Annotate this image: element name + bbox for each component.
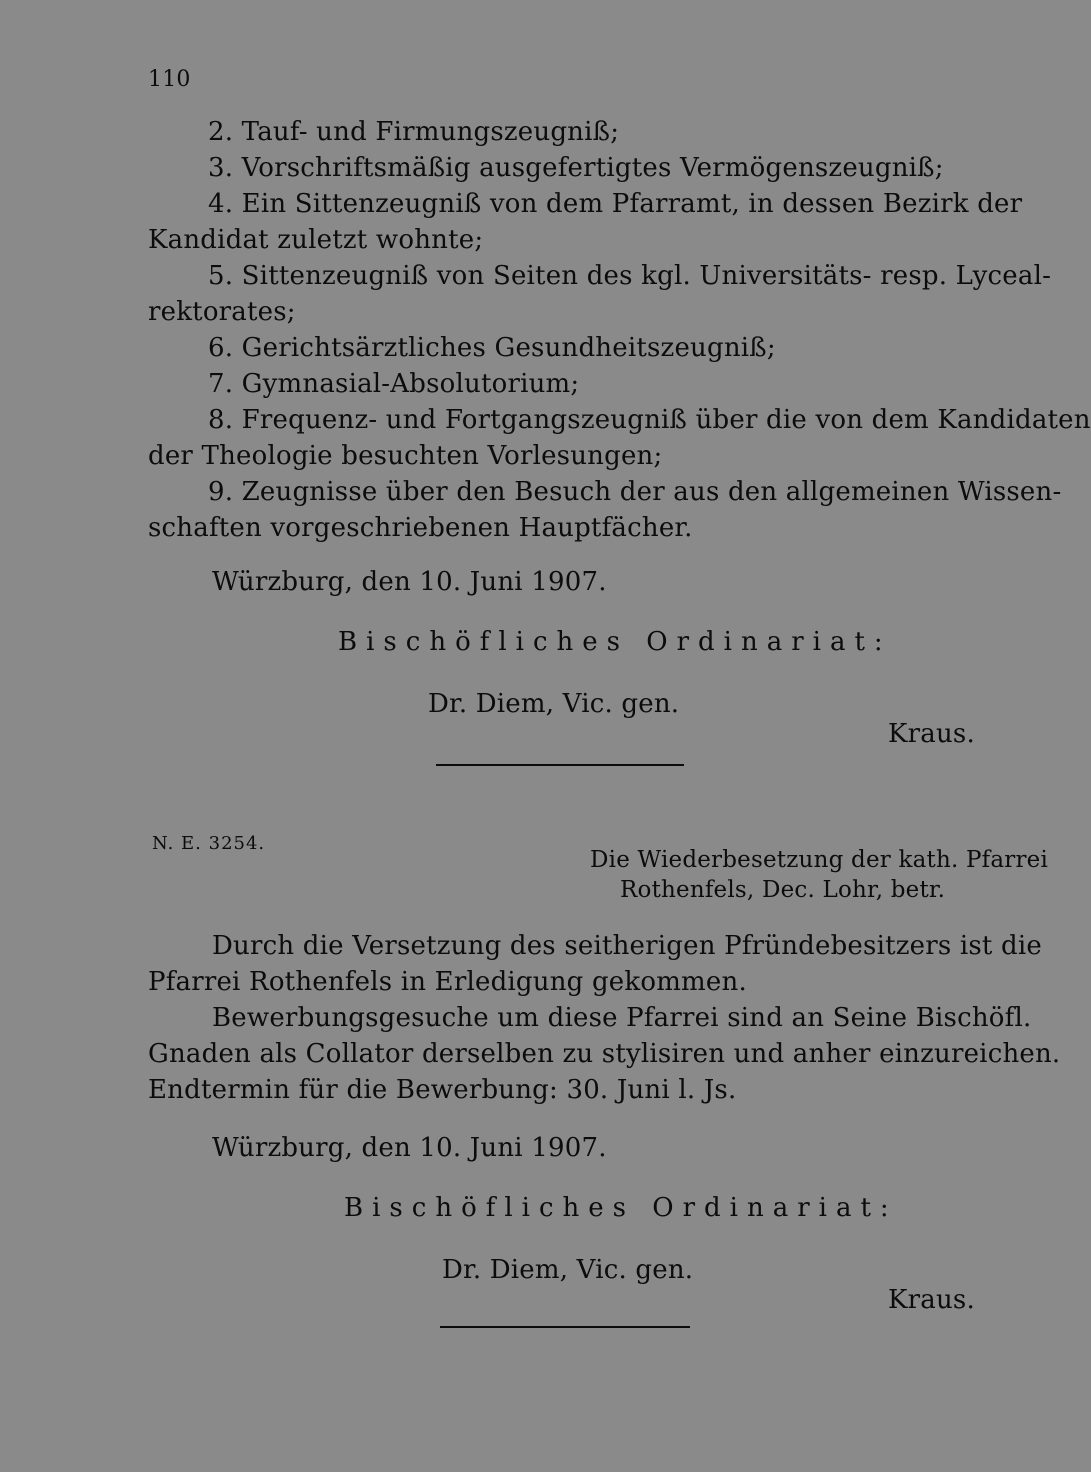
office-heading: Bischöfliches Ordinariat:: [338, 627, 892, 657]
section-divider: [436, 764, 684, 766]
list-item: 6. Gerichtsärztliches Gesundheitszeugniß;: [208, 333, 776, 363]
signatory: Dr. Diem, Vic. gen.: [442, 1255, 694, 1285]
subject-line: Rothenfels, Dec. Lohr, betr.: [620, 877, 946, 903]
list-item-continuation: der Theologie besuchten Vorlesungen;: [148, 441, 663, 471]
clerk-name: Kraus.: [888, 719, 975, 749]
list-item: 3. Vorschriftsmäßig ausgefertigtes Vermögenszeugniß;: [208, 153, 944, 183]
list-item: 7. Gymnasial-Absolutorium;: [208, 369, 580, 399]
list-item-continuation: rektorates;: [148, 297, 296, 327]
body-line: Pfarrei Rothenfels in Erledigung gekommen.: [148, 967, 747, 997]
body-line: Gnaden als Collator derselben zu stylisiren und anher einzureichen.: [148, 1039, 1061, 1069]
section-divider: [440, 1326, 690, 1328]
body-line: Bewerbungsgesuche um diese Pfarrei sind an Seine Bischöfl.: [212, 1003, 1032, 1033]
list-item: 9. Zeugnisse über den Besuch der aus den allgemeinen Wissen-: [208, 477, 1062, 507]
list-item: 5. Sittenzeugniß von Seiten des kgl. Universitäts- resp. Lyceal-: [208, 261, 1052, 291]
body-line: Durch die Versetzung des seitherigen Pfründebesitzers ist die: [212, 931, 1042, 961]
clerk-name: Kraus.: [888, 1285, 975, 1315]
signatory: Dr. Diem, Vic. gen.: [428, 689, 680, 719]
subject-line: Die Wiederbesetzung der kath. Pfarrei: [590, 847, 1049, 873]
office-heading: Bischöfliches Ordinariat:: [344, 1193, 898, 1223]
list-item: 2. Tauf- und Firmungszeugniß;: [208, 117, 620, 147]
date-line: Würzburg, den 10. Juni 1907.: [212, 567, 607, 597]
body-line: Endtermin für die Bewerbung: 30. Juni l. Js.: [148, 1075, 737, 1105]
reference-number: N. E. 3254.: [152, 833, 266, 854]
page-number: 110: [148, 67, 191, 92]
list-item-continuation: schaften vorgeschriebenen Hauptfächer.: [148, 513, 693, 543]
list-item-continuation: Kandidat zuletzt wohnte;: [148, 225, 484, 255]
list-item: 8. Frequenz- und Fortgangszeugniß über die von dem Kandidaten: [208, 405, 1091, 435]
list-item: 4. Ein Sittenzeugniß von dem Pfarramt, in dessen Bezirk der: [208, 189, 1023, 219]
date-line: Würzburg, den 10. Juni 1907.: [212, 1133, 607, 1163]
